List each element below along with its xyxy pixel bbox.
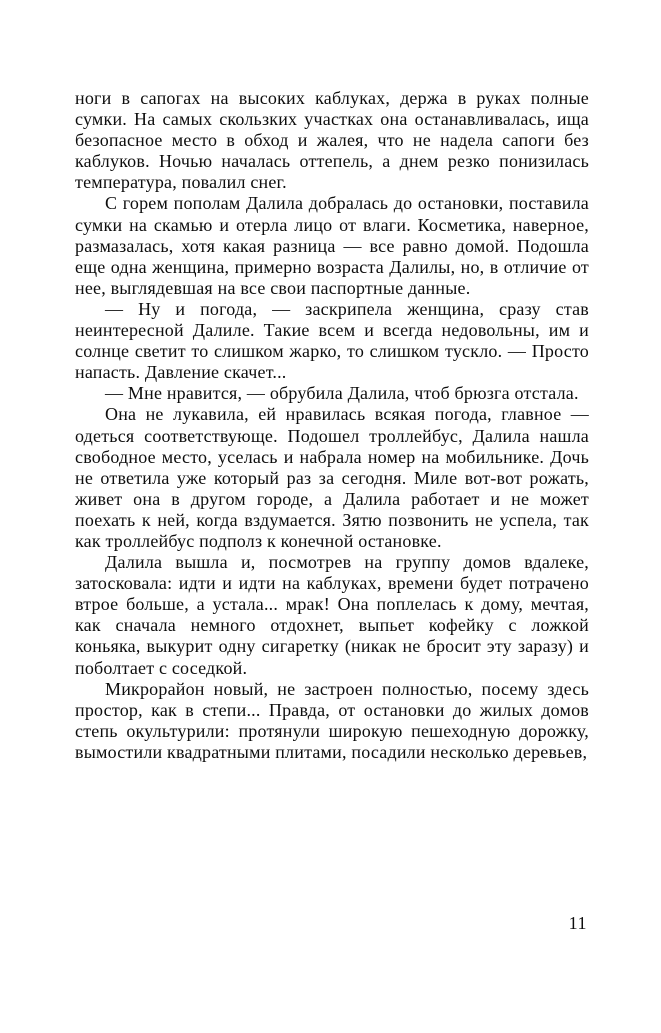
paragraph: Она не лукавила, ей нравилась всякая погода, главное — одеться соответствующе. Подошел троллейбус, Далила нашла свободное место, уселась и набрала номер на мобильнике. Дочь не ответила уже который раз за сегодня. Миле вот-вот рожать, живет она в другом городе, а Далила работает и не может поехать к ней, когда вздумается. Зятю позвонить не успела, так как троллейбус подполз к конечной остановке. bbox=[75, 404, 589, 551]
paragraph: ноги в сапогах на высоких каблуках, держа в руках полные сумки. На самых скользких участках она останавливалась, ища безопасное место в обход и жалея, что не надела сапоги без каблуков. Ночью началась оттепель, а днем резко понизилась температура, повалил снег. bbox=[75, 88, 589, 193]
paragraph: Далила вышла и, посмотрев на группу домов вдалеке, затосковала: идти и идти на каблуках, времени будет потрачено втрое больше, а устала... мрак! Она поплелась к дому, мечтая, как сначала немного отдохнет, выпьет кофейку с ложкой коньяка, выкурит одну сигаретку (никак не бросит эту заразу) и поболтает с соседкой. bbox=[75, 552, 589, 678]
paragraph: — Мне нравится, — обрубила Далила, чтоб брюзга отстала. bbox=[105, 383, 579, 404]
paragraph: С горем пополам Далила добралась до остановки, поставила сумки на скамью и отерла лицо от влаги. Косметика, наверное, размазалась, хотя какая разница — все равно домой. Подошла еще одна женщина, примерно возраста Далилы, но, в отличие от нее, выглядевшая на все свои паспортные данные. bbox=[75, 193, 589, 298]
page-number: 11 bbox=[568, 913, 587, 933]
page-text bbox=[75, 88, 589, 763]
paragraph: Микрорайон новый, не застроен полностью, посему здесь простор, как в степи... Правда, от остановки до жилых домов степь окультурили: протянули широкую пешеходную дорожку, вымостили квадратными плитами, посадили несколько деревьев, bbox=[75, 678, 589, 762]
paragraph: — Ну и погода, — заскрипела женщина, сразу став неинтересной Далиле. Такие всем и всегда недовольны, им и солнце светит то слишком жарко, то слишком тускло. — Просто напасть. Давление скачет... bbox=[75, 298, 589, 383]
